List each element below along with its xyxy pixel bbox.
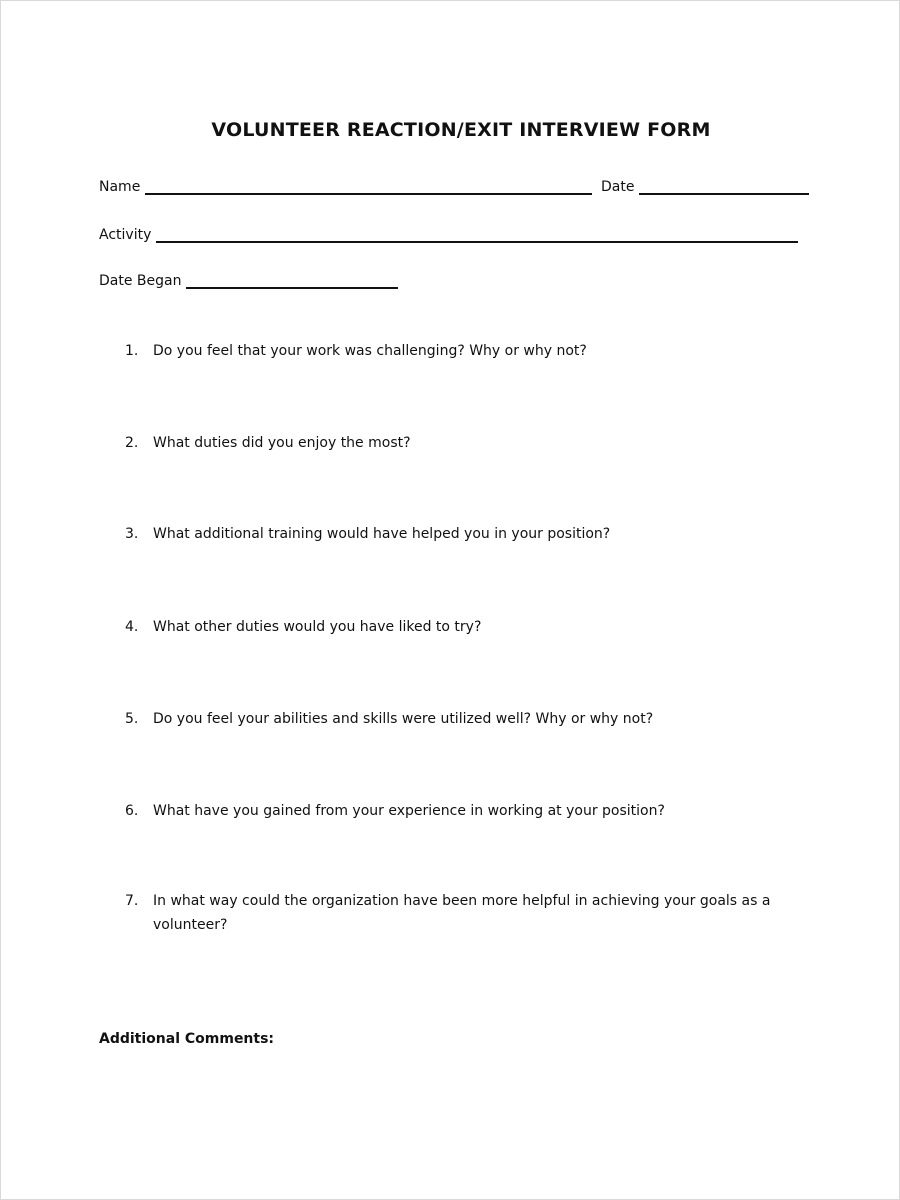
- additional-comments-label: Additional Comments:: [99, 1031, 275, 1047]
- question-4: [125, 615, 825, 639]
- question-text: What have you gained from your experience in working at your position?: [153, 803, 665, 819]
- activity-line[interactable]: [156, 227, 798, 243]
- question-1: [125, 339, 825, 363]
- date-began-label: Date Began: [99, 273, 182, 289]
- question-number: 5.: [125, 711, 139, 727]
- name-line[interactable]: [145, 179, 592, 195]
- question-text: Do you feel that your work was challenging? Why or why not?: [153, 343, 587, 359]
- question-text: What other duties would you have liked to try?: [153, 619, 482, 635]
- question-7: [125, 889, 815, 937]
- name-field[interactable]: [99, 179, 592, 195]
- question-number: 2.: [125, 435, 139, 451]
- date-label: Date: [601, 179, 635, 195]
- date-line[interactable]: [639, 179, 809, 195]
- question-2: [125, 431, 825, 455]
- question-number: 1.: [125, 343, 139, 359]
- date-began-line[interactable]: [186, 273, 398, 289]
- question-3: [125, 522, 825, 546]
- activity-label: Activity: [99, 227, 152, 243]
- date-began-field[interactable]: [99, 273, 398, 289]
- question-text: What additional training would have helped you in your position?: [153, 526, 611, 542]
- question-number: 6.: [125, 803, 139, 819]
- question-text: What duties did you enjoy the most?: [153, 435, 411, 451]
- question-text: Do you feel your abilities and skills were utilized well? Why or why not?: [153, 711, 654, 727]
- date-field[interactable]: [601, 179, 809, 195]
- activity-field[interactable]: [99, 227, 798, 243]
- question-number: 7.: [125, 893, 139, 909]
- name-label: Name: [99, 179, 141, 195]
- question-number: 4.: [125, 619, 139, 635]
- question-text: In what way could the organization have been more helpful in achieving your goals as a volunteer?: [153, 893, 771, 933]
- form-title: VOLUNTEER REACTION/EXIT INTERVIEW FORM: [211, 119, 711, 141]
- question-number: 3.: [125, 526, 139, 542]
- question-5: [125, 707, 825, 731]
- question-6: [125, 799, 825, 823]
